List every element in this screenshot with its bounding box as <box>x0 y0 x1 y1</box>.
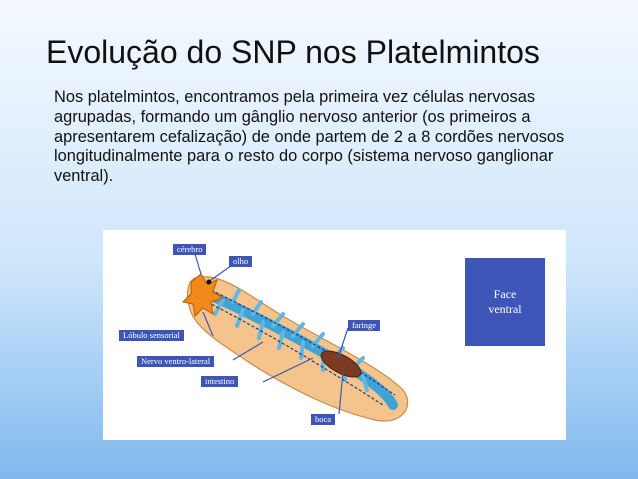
label-cerebro: cérebro <box>173 244 206 255</box>
label-faringe: faringe <box>348 320 380 331</box>
label-intestino: intestino <box>201 376 238 387</box>
face-line1: Face <box>493 287 517 301</box>
planarian-figure <box>103 230 566 440</box>
label-olho: olho <box>229 256 252 267</box>
label-nervo-ventro-lateral: Nervo ventro-lateral <box>137 356 214 367</box>
label-lobulo-sensorial: Lóbulo sensorial <box>119 330 184 341</box>
label-boca: boca <box>311 414 335 425</box>
pointer-line <box>195 254 201 274</box>
face-ventral-box <box>465 258 545 346</box>
eye-spot <box>207 280 212 285</box>
slide-paragraph: Nos platelmintos, encontramos pela primeira vez células nervosas agrupadas, formando um gânglio nervoso anterior (os primeiros a apresentarem cefalização) de onde partem de 2 a 8 cordões nervosos longitudinalmente para o resto do corpo (sistema nervoso ganglionar ventral). <box>54 88 565 186</box>
slide-title: Evolução do SNP nos Platelmintos <box>46 34 540 70</box>
face-line2: ventral <box>488 302 522 316</box>
